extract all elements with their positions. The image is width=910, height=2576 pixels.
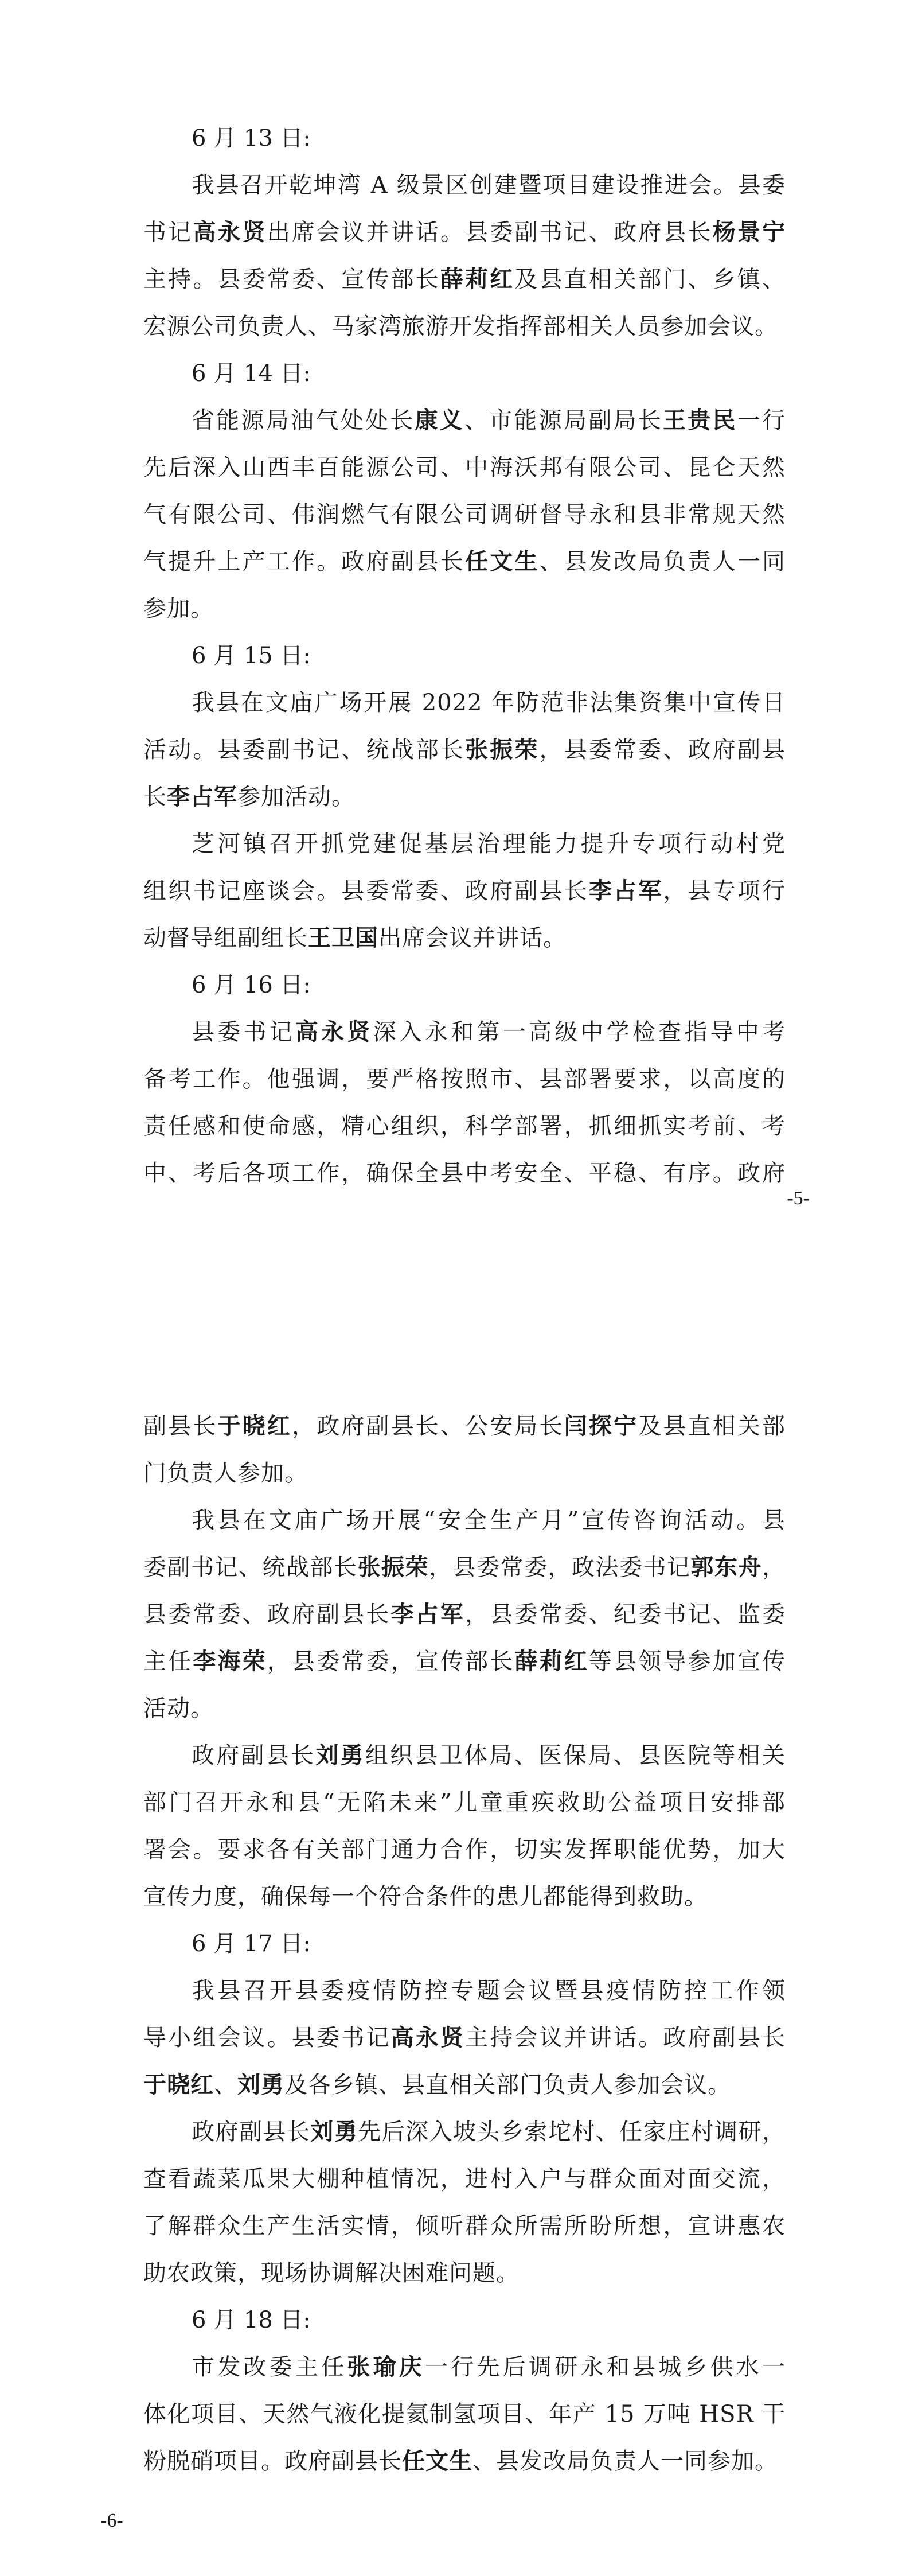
person-name: 闫探宁 [564, 1413, 639, 1439]
text-line [143, 1638, 786, 1685]
paragraph [143, 820, 786, 962]
text-run: ，政府副县长、公安局长 [291, 1413, 564, 1439]
page-number: -5- [787, 1188, 810, 1209]
text-run: 政府副县长 [192, 2119, 311, 2145]
text-run: 出席会议并讲话。 [378, 925, 567, 951]
text-run: 气有限公司、伟润燃气有限公司调研督导永和县非常规天然 [143, 501, 786, 528]
person-name: 李占军 [390, 1601, 466, 1628]
text-run: 先后深入山西丰百能源公司、中海沃邦有限公司、昆仑天然 [143, 454, 786, 481]
text-run: ，县委常委、政府副县 [539, 737, 786, 763]
text-run: 门负责人参加。 [143, 1460, 308, 1487]
text-run: 助农政策，现场协调解决困难问题。 [143, 2260, 520, 2286]
text-line [143, 2014, 786, 2061]
text-run: 备考工作。他强调，要严格按照市、县部署要求，以高度的 [143, 1066, 786, 1092]
paragraph [143, 1009, 786, 1197]
text-run: ， [762, 1554, 786, 1581]
paragraph [143, 2344, 786, 2485]
document-page-6 [0, 1288, 910, 2576]
text-run: 长 [143, 784, 167, 810]
text-line [143, 491, 786, 538]
date-heading: 6 月 17 日: [192, 1931, 311, 1957]
paragraph [143, 1732, 786, 1920]
text-line [143, 444, 786, 491]
text-line [143, 1497, 786, 1544]
date-heading: 6 月 18 日: [192, 2307, 311, 2333]
text-run: ，县委常委，政法委书记 [429, 1554, 691, 1581]
text-run: 、县发改局负责人一同参加。 [472, 2448, 778, 2474]
paragraph [143, 2108, 786, 2297]
text-line [143, 209, 786, 256]
text-run: 主持。县委常委、宣传部长 [143, 266, 440, 293]
text-line [143, 2438, 786, 2485]
text-line [143, 1732, 786, 1779]
person-name: 李占军 [588, 878, 663, 904]
text-run: 导小组会议。县委书记 [143, 2025, 391, 2051]
text-line [143, 1685, 786, 1732]
text-run: 活动。县委副书记、统战部长 [143, 737, 466, 763]
text-run: 气提升上产工作。政府副县长 [143, 548, 466, 575]
text-line [143, 2391, 786, 2438]
text-run: 我县召开县委疫情防控专题会议暨县疫情防控工作领 [192, 1978, 786, 2004]
text-run: 组织县卫体局、医保局、县医院等相关 [365, 1742, 786, 1769]
text-run: 省能源局油气处处长 [192, 407, 415, 434]
text-run: 了解群众生产生活实情，倾听群众所需所盼所想，宣讲惠农 [143, 2213, 786, 2239]
text-run: 及各乡镇、县直相关部门负责人参加会议。 [284, 2072, 731, 2098]
text-line [143, 162, 786, 209]
person-name: 薛莉红 [440, 266, 515, 293]
text-line [143, 2203, 786, 2250]
person-name: 刘勇 [315, 1742, 365, 1769]
date-heading: 6 月 14 日: [192, 360, 311, 387]
person-name: 高永贤 [295, 1019, 373, 1045]
person-name: 杨景宁 [712, 219, 786, 246]
text-run: ，县专项行 [663, 878, 786, 904]
text-run: 署会。要求各有关部门通力合作，切实发挥职能优势，加大 [143, 1836, 786, 1863]
text-run: 部门召开永和县“无陷未来”儿童重疾救助公益项目安排部 [143, 1789, 786, 1816]
text-run: 、 [214, 2072, 237, 2098]
text-line [143, 2344, 786, 2391]
person-name: 任文生 [402, 2448, 472, 2474]
text-run: 我县在文庙广场开展“安全生产月”宣传咨询活动。县 [192, 1507, 786, 1534]
person-name: 张振荣 [357, 1554, 429, 1581]
text-line [143, 303, 786, 350]
text-run: 主任 [143, 1648, 193, 1675]
text-run: 参加活动。 [237, 784, 355, 810]
text-run: 副县长 [143, 1413, 218, 1439]
text-run: 参加。 [143, 596, 214, 622]
text-run: 宏源公司负责人、马家湾旅游开发指挥部相关人员参加会议。 [143, 313, 778, 340]
person-name: 张瑜庆 [347, 2354, 425, 2380]
text-line [143, 585, 786, 632]
text-run: 先后深入坡头乡索坨村、任家庄村调研， [358, 2119, 786, 2145]
page-number: -6- [100, 2510, 123, 2531]
text-run: 活动。 [143, 1695, 214, 1722]
date-heading: 6 月 16 日: [192, 972, 311, 998]
paragraph [143, 1967, 786, 2108]
page-body [143, 115, 786, 1197]
text-run: 一行 [737, 407, 786, 434]
person-name: 康义 [415, 407, 464, 434]
text-run: 主持会议并讲话。政府副县长 [465, 2025, 786, 2051]
text-line [143, 1873, 786, 1920]
person-name: 李占军 [167, 784, 237, 810]
text-line [143, 538, 786, 585]
text-run: 书记 [143, 219, 193, 246]
paragraph [143, 162, 786, 350]
text-line [143, 1056, 786, 1103]
person-name: 张振荣 [465, 737, 540, 763]
text-run: 查看蔬菜瓜果大棚种植情况，进村入户与群众面对面交流， [143, 2166, 786, 2192]
text-line [143, 1009, 786, 1056]
paragraph [143, 397, 786, 632]
text-line [143, 1967, 786, 2014]
text-line [143, 2061, 786, 2108]
text-run: 县委常委、政府副县长 [143, 1601, 391, 1628]
text-line [143, 867, 786, 915]
text-run: 等县领导参加宣传 [588, 1648, 786, 1675]
person-name: 于晓红 [217, 1413, 292, 1439]
date-heading: 6 月 13 日: [192, 125, 311, 151]
text-run: ，县委常委，宣传部长 [267, 1648, 515, 1675]
text-run: 一行先后调研永和县城乡供水一 [425, 2354, 786, 2380]
text-line [143, 1450, 786, 1497]
text-line [143, 1779, 786, 1826]
text-run: 责任感和使命感，精心组织，科学部署，抓细抓实考前、考 [143, 1113, 786, 1139]
person-name: 刘勇 [310, 2119, 358, 2145]
paragraph [143, 1497, 786, 1732]
text-run: 、市能源局副局长 [464, 407, 663, 434]
text-line [143, 2250, 786, 2297]
text-run: 及县直相关部 [638, 1413, 786, 1439]
text-run: 动督导组副组长 [143, 925, 308, 951]
text-run: 出席会议并讲话。县委副书记、政府县长 [267, 219, 713, 246]
text-line [143, 2108, 786, 2155]
text-line [143, 1150, 786, 1197]
text-line [143, 773, 786, 820]
text-run: 政府副县长 [192, 1742, 316, 1769]
text-run: ，县委常委、纪委书记、监委 [465, 1601, 786, 1628]
text-run: 、县发改局负责人一同 [539, 548, 786, 575]
person-name: 李海荣 [193, 1648, 267, 1675]
paragraph [143, 1403, 786, 1497]
text-line [143, 1544, 786, 1591]
text-run: 宣传力度，确保每一个符合条件的患儿都能得到救助。 [143, 1884, 708, 1910]
text-run: 中、考后各项工作，确保全县中考安全、平稳、有序。政府 [143, 1160, 786, 1186]
person-name: 薛莉红 [514, 1648, 589, 1675]
person-name: 郭东舟 [690, 1554, 762, 1581]
text-run: 深入永和第一高级中学检查指导中考 [373, 1019, 786, 1045]
text-line [143, 679, 786, 726]
person-name: 王贵民 [662, 407, 737, 434]
text-line [143, 2155, 786, 2203]
text-run: 我县召开乾坤湾 A 级景区创建暨项目建设推进会。县委 [192, 172, 786, 199]
text-line [143, 1403, 786, 1450]
text-line [143, 726, 786, 773]
page-body [143, 1403, 786, 2485]
person-name: 高永贤 [390, 2025, 466, 2051]
person-name: 任文生 [465, 548, 540, 575]
text-line [143, 820, 786, 867]
text-run: 委副书记、统战部长 [143, 1554, 358, 1581]
person-name: 于晓红 [143, 2072, 214, 2098]
text-run: 市发改委主任 [192, 2354, 347, 2380]
paragraph [143, 679, 786, 820]
text-run: 体化项目、天然气液化提氦制氢项目、年产 15 万吨 HSR 干 [143, 2401, 786, 2427]
text-line [143, 1826, 786, 1873]
text-line [143, 1103, 786, 1150]
text-line [143, 256, 786, 303]
text-run: 组织书记座谈会。县委常委、政府副县长 [143, 878, 589, 904]
text-run: 县委书记 [192, 1019, 295, 1045]
date-heading: 6 月 15 日: [192, 643, 311, 669]
person-name: 刘勇 [237, 2072, 284, 2098]
text-run: 粉脱硝项目。政府副县长 [143, 2448, 402, 2474]
text-line [143, 915, 786, 962]
text-run: 我县在文庙广场开展 2022 年防范非法集资集中宣传日 [192, 690, 786, 716]
text-run: 芝河镇召开抓党建促基层治理能力提升专项行动村党 [192, 831, 786, 857]
text-run: 及县直相关部门、乡镇、 [514, 266, 786, 293]
text-line [143, 397, 786, 444]
person-name: 高永贤 [193, 219, 267, 246]
text-line [143, 1591, 786, 1638]
person-name: 王卫国 [308, 925, 378, 951]
